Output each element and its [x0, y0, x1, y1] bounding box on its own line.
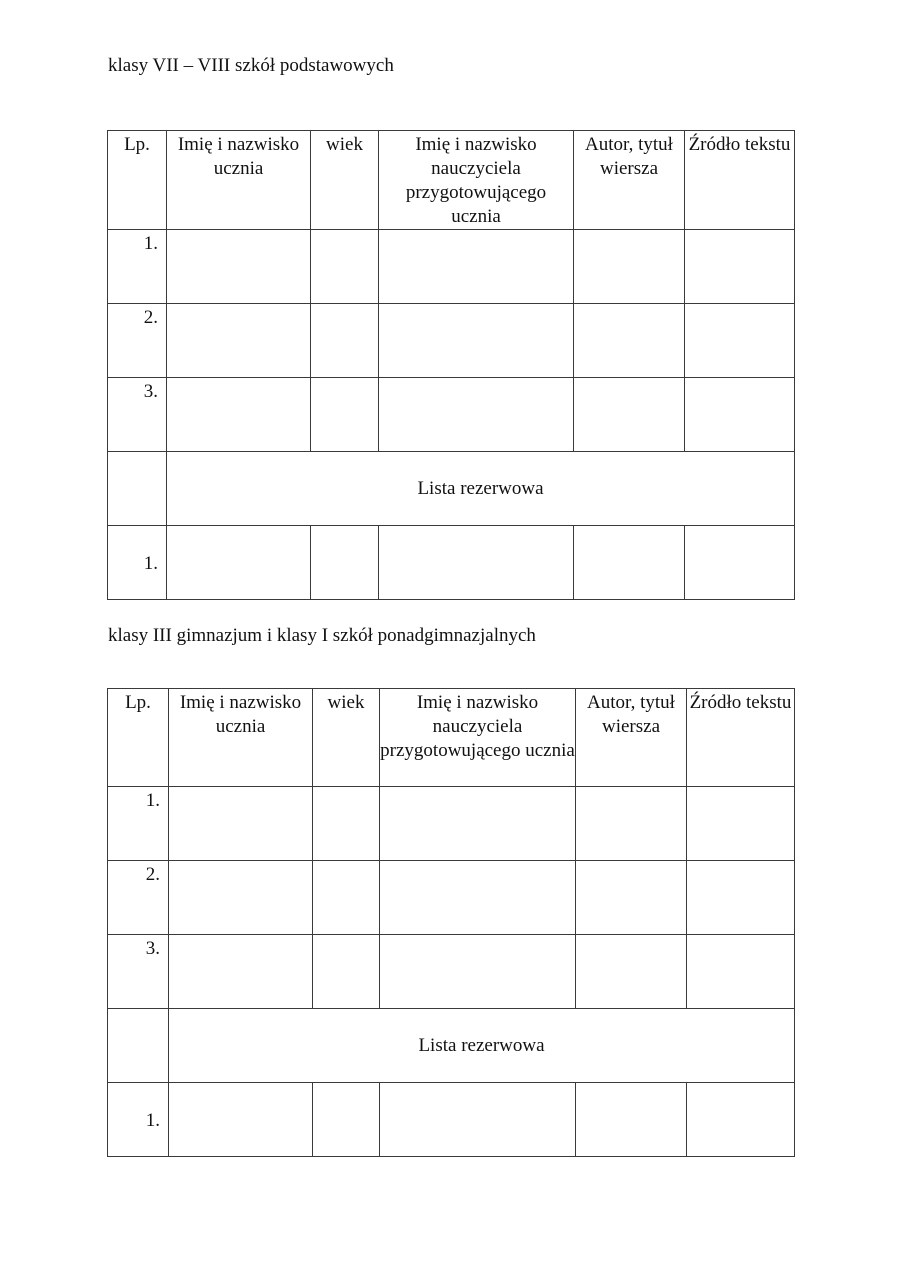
header-age: wiek	[313, 689, 380, 787]
section-title-primary-schools: klasy VII – VIII szkół podstawowych	[108, 55, 394, 76]
participants-table-secondary	[107, 688, 795, 1157]
source-cell[interactable]	[687, 935, 795, 1009]
source-cell[interactable]	[685, 378, 795, 452]
header-source: Źródło tekstu	[687, 689, 795, 787]
table-row	[108, 230, 795, 304]
row-number: 1.	[108, 787, 169, 861]
reserve-table-row	[108, 526, 795, 600]
author-title-cell[interactable]	[574, 526, 685, 600]
table-header-row	[108, 689, 795, 787]
student-name-cell[interactable]	[169, 787, 313, 861]
student-name-cell[interactable]	[167, 378, 311, 452]
student-name-cell[interactable]	[167, 526, 311, 600]
age-cell[interactable]	[311, 304, 379, 378]
teacher-name-cell[interactable]	[379, 304, 574, 378]
row-number: 3.	[108, 378, 167, 452]
teacher-name-cell[interactable]	[380, 787, 576, 861]
student-name-cell[interactable]	[169, 1083, 313, 1157]
row-number: 2.	[108, 861, 169, 935]
section-title-secondary-schools: klasy III gimnazjum i klasy I szkół ponadgimnazjalnych	[108, 625, 536, 646]
age-cell[interactable]	[313, 861, 380, 935]
row-number: 2.	[108, 304, 167, 378]
header-lp: Lp.	[108, 689, 169, 787]
header-student-name: Imię i nazwisko ucznia	[167, 131, 311, 230]
teacher-name-cell[interactable]	[379, 230, 574, 304]
age-cell[interactable]	[313, 787, 380, 861]
header-lp: Lp.	[108, 131, 167, 230]
author-title-cell[interactable]	[574, 378, 685, 452]
age-cell[interactable]	[311, 526, 379, 600]
reserve-list-row	[108, 452, 795, 526]
reserve-empty-lp-cell	[108, 452, 167, 526]
age-cell[interactable]	[311, 230, 379, 304]
author-title-cell[interactable]	[574, 304, 685, 378]
header-teacher-name: Imię i nazwisko nauczyciela przygotowującego ucznia	[379, 131, 574, 230]
table-row	[108, 935, 795, 1009]
teacher-name-cell[interactable]	[379, 526, 574, 600]
teacher-name-cell[interactable]	[380, 861, 576, 935]
row-number: 1.	[108, 526, 167, 600]
source-cell[interactable]	[687, 787, 795, 861]
teacher-name-cell[interactable]	[379, 378, 574, 452]
source-cell[interactable]	[685, 526, 795, 600]
header-teacher-name: Imię i nazwisko nauczyciela przygotowującego ucznia	[380, 689, 576, 787]
header-source: Źródło tekstu	[685, 131, 795, 230]
table-row	[108, 861, 795, 935]
student-name-cell[interactable]	[169, 935, 313, 1009]
author-title-cell[interactable]	[576, 935, 687, 1009]
reserve-list-label: Lista rezerwowa	[167, 452, 795, 526]
author-title-cell[interactable]	[574, 230, 685, 304]
age-cell[interactable]	[311, 378, 379, 452]
reserve-empty-lp-cell	[108, 1009, 169, 1083]
table-row	[108, 378, 795, 452]
header-age: wiek	[311, 131, 379, 230]
source-cell[interactable]	[685, 304, 795, 378]
teacher-name-cell[interactable]	[380, 935, 576, 1009]
source-cell[interactable]	[687, 861, 795, 935]
row-number: 1.	[108, 230, 167, 304]
table-row	[108, 787, 795, 861]
header-author-title: Autor, tytuł wiersza	[576, 689, 687, 787]
table-header-row	[108, 131, 795, 230]
student-name-cell[interactable]	[167, 230, 311, 304]
source-cell[interactable]	[685, 230, 795, 304]
author-title-cell[interactable]	[576, 1083, 687, 1157]
age-cell[interactable]	[313, 1083, 380, 1157]
author-title-cell[interactable]	[576, 787, 687, 861]
row-number: 1.	[108, 1083, 169, 1157]
student-name-cell[interactable]	[169, 861, 313, 935]
row-number: 3.	[108, 935, 169, 1009]
header-author-title: Autor, tytuł wiersza	[574, 131, 685, 230]
header-student-name: Imię i nazwisko ucznia	[169, 689, 313, 787]
reserve-list-label: Lista rezerwowa	[169, 1009, 795, 1083]
student-name-cell[interactable]	[167, 304, 311, 378]
participants-table-primary	[107, 130, 795, 600]
age-cell[interactable]	[313, 935, 380, 1009]
reserve-list-row	[108, 1009, 795, 1083]
table-row	[108, 304, 795, 378]
author-title-cell[interactable]	[576, 861, 687, 935]
source-cell[interactable]	[687, 1083, 795, 1157]
teacher-name-cell[interactable]	[380, 1083, 576, 1157]
reserve-table-row	[108, 1083, 795, 1157]
